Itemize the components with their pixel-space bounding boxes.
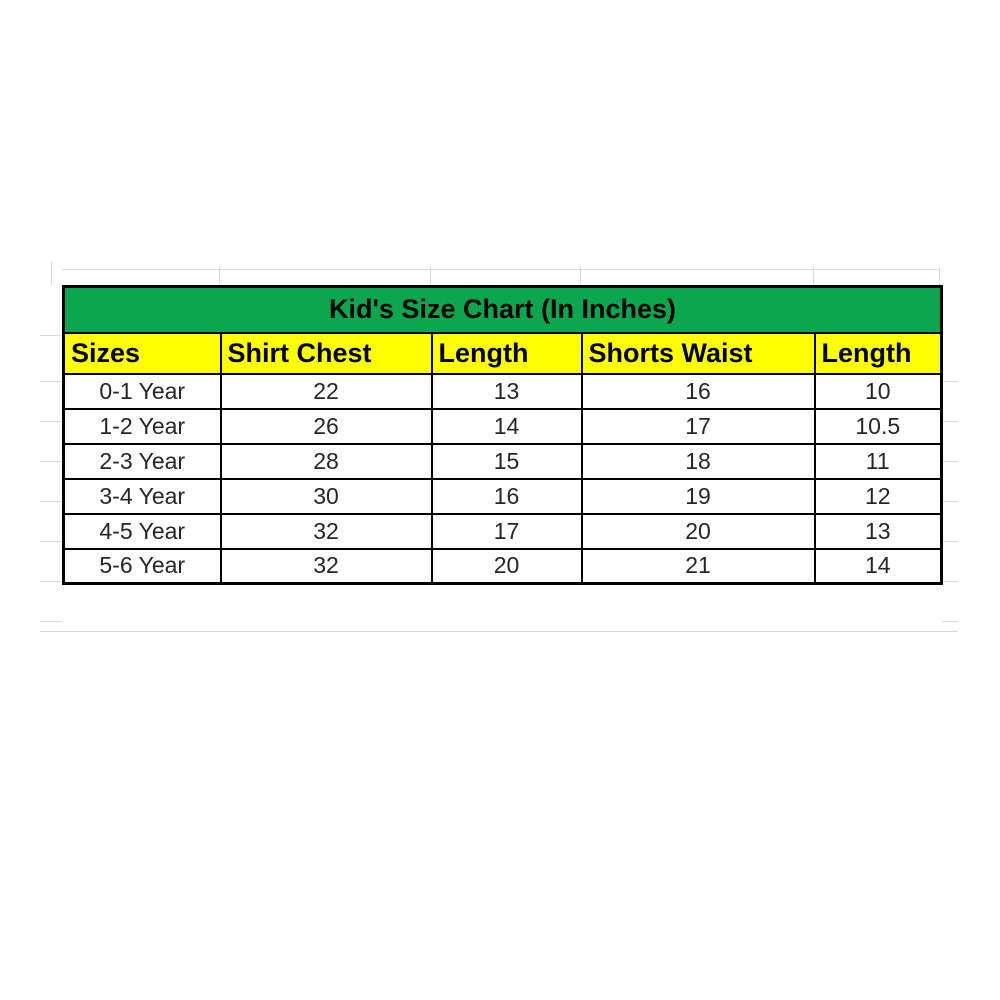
gridline-tick xyxy=(40,501,61,502)
table-cell: 22 xyxy=(221,374,432,409)
gridline-top xyxy=(62,269,940,270)
table-cell: 32 xyxy=(221,549,432,584)
size-chart-table xyxy=(62,285,943,585)
column-header-shorts-length: Length xyxy=(815,333,942,374)
table-cell: 13 xyxy=(815,514,942,549)
gridline-tick xyxy=(942,581,958,582)
table-row xyxy=(64,514,942,549)
gridline-tick xyxy=(942,421,958,422)
table-cell: 20 xyxy=(582,514,815,549)
gridline-tick xyxy=(942,461,958,462)
gridline-tick xyxy=(51,262,52,285)
table-row xyxy=(64,479,942,514)
table-row xyxy=(64,549,942,584)
table-cell: 14 xyxy=(815,549,942,584)
table-title-row xyxy=(64,287,942,333)
table-row xyxy=(64,444,942,479)
table-cell: 30 xyxy=(221,479,432,514)
chart-title: Kid's Size Chart (In Inches) xyxy=(64,287,942,333)
table-cell: 20 xyxy=(432,549,582,584)
table-cell: 15 xyxy=(432,444,582,479)
table-cell: 1-2 Year xyxy=(64,409,221,444)
table-cell: 10 xyxy=(815,374,942,409)
gridline-tick xyxy=(813,267,814,285)
table-cell: 10.5 xyxy=(815,409,942,444)
table-cell: 21 xyxy=(582,549,815,584)
table-cell: 32 xyxy=(221,514,432,549)
table-cell: 2-3 Year xyxy=(64,444,221,479)
table-cell: 14 xyxy=(432,409,582,444)
column-header-shorts-waist: Shorts Waist xyxy=(582,333,815,374)
table-cell: 12 xyxy=(815,479,942,514)
gridline-tick xyxy=(40,335,61,336)
table-cell: 16 xyxy=(432,479,582,514)
table-cell: 16 xyxy=(582,374,815,409)
table-cell: 18 xyxy=(582,444,815,479)
table-cell: 11 xyxy=(815,444,942,479)
gridline-tick xyxy=(40,581,61,582)
gridline-tick xyxy=(942,501,958,502)
gridline-tick xyxy=(430,267,431,285)
gridline-tick xyxy=(939,267,940,285)
gridline-tick xyxy=(942,541,958,542)
gridline-tick xyxy=(40,461,61,462)
gridline-tick xyxy=(40,421,61,422)
table-cell: 28 xyxy=(221,444,432,479)
column-header-shirt-chest: Shirt Chest xyxy=(221,333,432,374)
table-cell: 19 xyxy=(582,479,815,514)
table-row xyxy=(64,409,942,444)
gridline-tick xyxy=(942,621,958,622)
table-cell: 5-6 Year xyxy=(64,549,221,584)
table-row xyxy=(64,374,942,409)
column-header-sizes: Sizes xyxy=(64,333,221,374)
table-cell: 3-4 Year xyxy=(64,479,221,514)
gridline-tick xyxy=(219,267,220,285)
gridline-tick xyxy=(40,541,61,542)
gridline-tick xyxy=(942,381,958,382)
table-cell: 13 xyxy=(432,374,582,409)
table-header-row xyxy=(64,333,942,374)
table-cell: 26 xyxy=(221,409,432,444)
table-cell: 17 xyxy=(582,409,815,444)
gridline-bottom xyxy=(40,631,958,632)
gridline-tick xyxy=(40,621,61,622)
table-cell: 4-5 Year xyxy=(64,514,221,549)
gridline-tick xyxy=(580,267,581,285)
gridline-tick xyxy=(40,381,61,382)
table-cell: 17 xyxy=(432,514,582,549)
column-header-shirt-length: Length xyxy=(432,333,582,374)
table-cell: 0-1 Year xyxy=(64,374,221,409)
